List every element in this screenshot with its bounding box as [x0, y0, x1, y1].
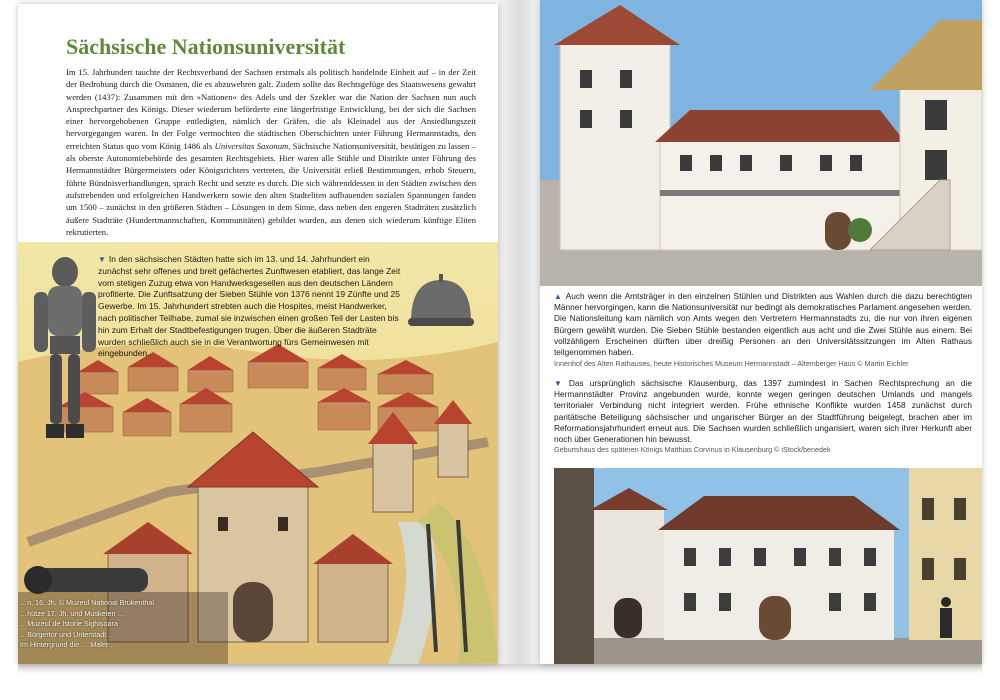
page-edge-shadow: [18, 664, 982, 674]
caption-line: …Bürgertor und Unterstadt …: [20, 629, 116, 639]
right-caption-1-text: Auch wenn die Amtsträger in den einzelnen Stühlen und Distrikten aus Wahlen durch die dazu berechtigten Männer hervorgingen, kann die Nationsuniversität nur bedingt als demokratisches Parlament angesehen werden. Die Nationsleitung kam nämlich von Amts wegen den Vertretern Hermannstadts zu, die nur von ihren eigenen Bürgern gewählt wurden. Die Sieben Stühle bestanden eigentlich aus acht und die Zwei Stühle aus einem. Bei vollzähligem Erscheinen dürften über dreißig Personen an den Universitätssitzungen im Alten Rathaus teilgenommen haben.: [554, 291, 972, 358]
cannon-icon: [24, 566, 148, 594]
right-caption-2-text: Das ursprünglich sächsische Klausenburg, das 1397 zumindest in Sachen Rechtsprechung an die Hermannstädter Provinz angebunden wurde, konnte wegen geringen deutschen Umlands und mangels territorialer Verbindung nicht integriert werden. Frühe ethnische Konflikte wurden 1458 zunächst durch paritätische Beteiligung sächsischer und ungarischer Bürger an der Stadtführung beigelegt, brachen aber im Reformationsjahrhundert erneut aus. Die Sachsen wurden schließlich ungarisiert, waren sich ihrer Herkunft aber noch über Generationen hin bewusst.: [554, 378, 972, 445]
caption-line: …n, 16. Jh. © Muzeul National Brukenthal: [20, 598, 154, 607]
old-town-hall-courtyard-photo: [540, 0, 982, 286]
body-paragraph-part1: Im 15. Jahrhundert tauchte der Rechtsverband der Sachsen erstmals als politisch handelnde Einheit auf – in der Zeit der Bedrohung durch die Osmanen, die es abzuwehren galt. Zudem sollte das Rechtsgefüge des Staatswesens gewahrt werden (1437): Zusammen mit den »Nationen« des Adels und der Szekler war die Nation der Sachsen nun auch Ansprechpartner des Königs. Dieser wiederum beförderte eine längerfristige Entwicklung, bei der sich die Sachsen einer hervorgehobenen Gruppe entledigten, nämlich der Gräfen, die als Kleinadel aus der Ansiedlungszeit hervorgegangen waren. In der Folge vermochten die städtischen Oberschichten unter Führung Hermannstadts, den erreichten Status quo vom König 1486 als: [66, 67, 476, 151]
caption-line: …Muzeul de Istorie Sighișoara: [20, 619, 118, 628]
right-caption-1: [554, 291, 972, 358]
photo-credit-1: Innenhof des Alten Rathauses, heute Historisches Museum Hermannstadt – Altemberger Haus © Martin Eichler: [554, 359, 909, 368]
right-page: [540, 0, 982, 664]
illustration-caption: [20, 598, 220, 651]
triangle-marker-icon: ▼: [98, 255, 106, 264]
guild-info-text: In den sächsischen Städten hatte sich im 13. und 14. Jahrhundert ein zunächst sehr offenes und breit gefächertes Zunftwesen etabliert, das lange Zeit vom stetigen Zuzug etwa von Handwerksgesellen aus den deutschen Ländern profitierte. Die Zunftsatzung der Sieben Stühle von 1376 nennt 19 Zünfte und 25 Gewerbe. Im 15. Jahrhundert strebten auch die Hospites, meist Handwerker, nach politischer Teilhabe, zumal sie inzwischen einen großen Teil der Lasten bis hin zum Erhalt der Stadtbefestigungen trugen. Über die äußeren Stadträte wurden schließlich auch sie in die Verantwortung fürs Gemeinwesen mit eingebunden.: [98, 254, 401, 359]
body-paragraph-italic: Universitas Saxonum,: [214, 140, 291, 151]
body-text: [66, 66, 476, 238]
photo-credit-2: Geburtshaus des späteren Königs Matthias Corvinus in Klausenburg © iStock/benedek: [554, 445, 831, 454]
triangle-marker-icon: ▲: [554, 292, 563, 301]
page-title: Sächsische Nationsuniversität: [66, 34, 346, 59]
right-caption-2: [554, 378, 972, 445]
body-paragraph-part2: Sächsische Nationsuniversität, bestätigen zu lassen – als oberste Autonomiebehörde des gesamten Rechtsgebiets. Hier waren alle Stühle und Distrikte unter Führung des Hermannstädter Bürgermeisters oder Königsrichters vertreten, die Universität erließ Bestimmungen, erhob Steuern, führte Bündnisverhandlungen, sprach Recht und setzte es durch. Die sich währenddessen in den Städten zwischen den aufstrebenden und erfolgreichen Handwerkern sowie den alten Stadteliten aufbauenden sozialen Spannungen fanden um 1500 – zunächst in den größeren Städten – Lösungen in dem Sinne, dass neben den engeren Stadträten zusätzlich äußere Stadträte (Hundertmannschaften, Kommunitäten) gebildet wurden, aus denen sich wiederum künftige Eliten rekrutierten.: [66, 140, 476, 237]
corvinus-photo-svg: [554, 468, 982, 664]
helmet-icon: [406, 272, 476, 332]
triangle-marker-icon: ▼: [554, 379, 566, 388]
corvinus-house-photo: [554, 468, 982, 664]
caption-line: …hütze 17. Jh. und Musketen …: [20, 608, 125, 618]
guild-info-box: [98, 254, 403, 360]
caption-line: Im Hintergrund die … Maler …: [20, 640, 118, 649]
courtyard-photo-svg: [540, 0, 982, 286]
book-gutter: [498, 0, 540, 664]
left-page: [18, 4, 498, 664]
armor-figure-icon: [26, 254, 104, 444]
